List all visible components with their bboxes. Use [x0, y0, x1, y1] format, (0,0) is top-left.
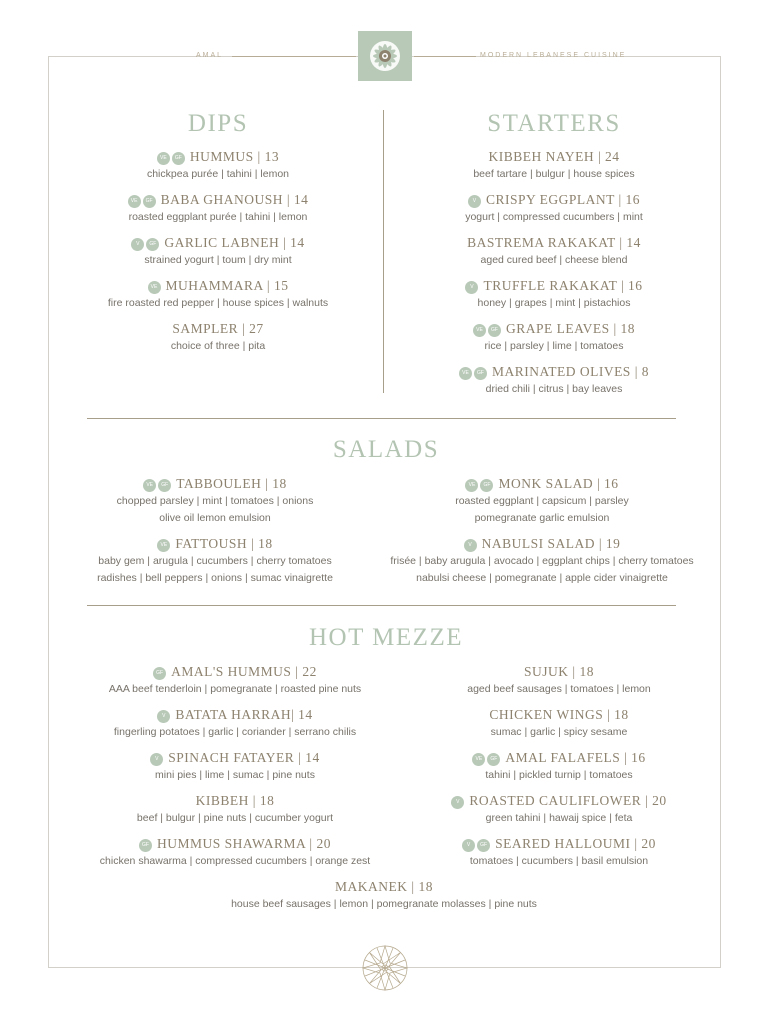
- menu-item: [58, 278, 378, 311]
- item-title: KIBBEH NAYEH | 24: [488, 149, 620, 164]
- item-description: tomatoes | cucumbers | basil emulsion: [469, 855, 649, 867]
- item-description: green tahini | hawaij spice | feta: [485, 812, 633, 824]
- item-title: SUJUK | 18: [524, 664, 594, 679]
- item-name: [75, 750, 395, 766]
- item-description: AAA beef tenderloin | pomegranate | roasted pine nuts: [108, 683, 362, 695]
- item-description: fire roasted red pepper | house spices | walnuts: [107, 297, 329, 309]
- item-description: honey | grapes | mint | pistachios: [477, 297, 631, 309]
- item-name: [75, 793, 395, 809]
- item-title: FATTOUSH | 18: [175, 536, 273, 551]
- item-name: [394, 321, 714, 337]
- dietary-badge-gf: GF: [146, 238, 159, 251]
- menu-item: [55, 536, 375, 586]
- item-description: frisée | baby arugula | avocado | eggplant chips | cherry tomatoes: [390, 555, 694, 567]
- item-title: BATATA HARRAH| 14: [175, 707, 313, 722]
- menu-item: [75, 836, 395, 869]
- item-name: [224, 879, 544, 895]
- item-description: mini pies | lime | sumac | pine nuts: [155, 769, 315, 781]
- dietary-badge-v: V: [464, 539, 477, 552]
- menu-item: [58, 321, 378, 354]
- dietary-badge-ve: VE: [473, 324, 486, 337]
- item-title: SPINACH FATAYER | 14: [168, 750, 320, 765]
- item-description: aged cured beef | cheese blend: [480, 254, 628, 266]
- dietary-badge-ve: VE: [465, 479, 478, 492]
- section-divider-2: [87, 605, 676, 606]
- item-name: [399, 707, 719, 723]
- item-name: [58, 235, 378, 251]
- dietary-badge-v: V: [157, 710, 170, 723]
- item-title: KIBBEH | 18: [195, 793, 275, 808]
- section-title-hot-mezze: HOT MEZZE: [309, 624, 463, 651]
- item-description: roasted eggplant purée | tahini | lemon: [128, 211, 308, 223]
- dietary-badge-ve: VE: [157, 152, 170, 165]
- dietary-badges: [473, 321, 503, 337]
- dietary-badges: [451, 793, 466, 809]
- item-title: MONK SALAD | 16: [498, 476, 619, 491]
- dietary-badge-gf: GF: [139, 839, 152, 852]
- item-name: [55, 536, 375, 552]
- dietary-badges: [472, 750, 502, 766]
- item-description-line2: nabulsi cheese | pomegranate | apple cider vinaigrette: [416, 572, 668, 584]
- item-name: [55, 476, 375, 492]
- item-name: [394, 235, 714, 251]
- dietary-badge-ve: VE: [148, 281, 161, 294]
- menu-item: [394, 321, 714, 354]
- menu-item: [399, 664, 719, 697]
- item-description-line2: radishes | bell peppers | onions | sumac vinaigrette: [97, 572, 333, 584]
- item-name: [394, 364, 714, 380]
- dietary-badges: [157, 536, 172, 552]
- item-title: AMAL'S HUMMUS | 22: [171, 664, 317, 679]
- header-rule-right: [414, 56, 476, 57]
- item-description: choice of three | pita: [170, 340, 266, 352]
- menu-item: [75, 750, 395, 783]
- menu-item: [394, 235, 714, 268]
- item-name: [75, 664, 395, 680]
- item-title: SEARED HALLOUMI | 20: [495, 836, 656, 851]
- item-title: MAKANEK | 18: [335, 879, 433, 894]
- item-title: MUHAMMARA | 15: [165, 278, 289, 293]
- item-title: SAMPLER | 27: [172, 321, 264, 336]
- menu-item: [75, 664, 395, 697]
- dietary-badges: [462, 836, 492, 852]
- item-description: sumac | garlic | spicy sesame: [490, 726, 628, 738]
- item-title: ROASTED CAULIFLOWER | 20: [469, 793, 667, 808]
- item-description: roasted eggplant | capsicum | parsley: [455, 495, 629, 507]
- item-description: chickpea purée | tahini | lemon: [146, 168, 290, 180]
- item-description-line2: pomegranate garlic emulsion: [474, 512, 610, 524]
- dietary-badges: [139, 836, 154, 852]
- menu-item: [75, 793, 395, 826]
- item-description: chopped parsley | mint | tomatoes | onions: [116, 495, 314, 507]
- menu-item: [58, 192, 378, 225]
- item-title: CRISPY EGGPLANT | 16: [485, 192, 641, 207]
- item-title: MARINATED OLIVES | 8: [491, 364, 650, 379]
- item-title: GARLIC LABNEH | 14: [164, 235, 305, 250]
- item-title: HUMMUS SHAWARMA | 20: [156, 836, 332, 851]
- dietary-badge-gf: GF: [143, 195, 156, 208]
- dietary-badges: [157, 707, 172, 723]
- menu-item: [55, 476, 375, 526]
- rosette-icon: [358, 31, 412, 81]
- item-title: CHICKEN WINGS | 18: [489, 707, 629, 722]
- dietary-badge-v: V: [465, 281, 478, 294]
- item-description: yogurt | compressed cucumbers | mint: [465, 211, 643, 223]
- dietary-badge-gf: GF: [488, 324, 501, 337]
- menu-item: [382, 536, 702, 586]
- dietary-badge-gf: GF: [474, 367, 487, 380]
- menu-item: [394, 149, 714, 182]
- dietary-badges: [148, 278, 163, 294]
- item-title: HUMMUS | 13: [189, 149, 280, 164]
- item-description: house beef sausages | lemon | pomegranate molasses | pine nuts: [231, 898, 537, 910]
- dietary-badge-v: V: [150, 753, 163, 766]
- menu-item: [224, 879, 544, 912]
- dietary-badges: [468, 192, 483, 208]
- dietary-badges: [150, 750, 165, 766]
- dietary-badges: [465, 278, 480, 294]
- dietary-badges: [128, 192, 158, 208]
- menu-item: [382, 476, 702, 526]
- dietary-badges: [459, 364, 489, 380]
- section-divider-1: [87, 418, 676, 419]
- item-description: rice | parsley | lime | tomatoes: [484, 340, 624, 352]
- item-title: TABBOULEH | 18: [176, 476, 287, 491]
- item-description: fingerling potatoes | garlic | coriander | serrano chilis: [113, 726, 357, 738]
- menu-item: [399, 707, 719, 740]
- item-name: [58, 149, 378, 165]
- item-description: dried chili | citrus | bay leaves: [485, 383, 623, 395]
- column-divider: [383, 110, 384, 393]
- menu-item: [399, 793, 719, 826]
- item-description: baby gem | arugula | cucumbers | cherry tomatoes: [98, 555, 332, 567]
- section-title-salads: SALADS: [332, 436, 440, 463]
- item-name: [58, 278, 378, 294]
- menu-item: [399, 750, 719, 783]
- brand-tagline: MODERN LEBANESE CUISINE: [480, 52, 627, 59]
- item-name: [75, 707, 395, 723]
- dietary-badge-ve: VE: [459, 367, 472, 380]
- item-description: tahini | pickled turnip | tomatoes: [485, 769, 633, 781]
- dietary-badge-v: V: [451, 796, 464, 809]
- dietary-badge-v: V: [462, 839, 475, 852]
- item-name: [399, 836, 719, 852]
- item-description-line2: olive oil lemon emulsion: [159, 512, 271, 524]
- item-description: strained yogurt | toum | dry mint: [144, 254, 292, 266]
- dietary-badge-gf: GF: [477, 839, 490, 852]
- dietary-badge-ve: VE: [157, 539, 170, 552]
- brand-name: AMAL: [196, 52, 224, 59]
- item-name: [394, 278, 714, 294]
- item-title: BABA GHANOUSH | 14: [160, 192, 309, 207]
- dietary-badge-gf: GF: [153, 667, 166, 680]
- item-name: [394, 149, 714, 165]
- section-title-dips: DIPS: [187, 110, 249, 137]
- item-name: [58, 321, 378, 337]
- dietary-badge-v: V: [131, 238, 144, 251]
- item-title: GRAPE LEAVES | 18: [505, 321, 636, 336]
- dietary-badge-ve: VE: [128, 195, 141, 208]
- item-description: chicken shawarma | compressed cucumbers | orange zest: [99, 855, 371, 867]
- item-title: AMAL FALAFELS | 16: [505, 750, 646, 765]
- section-title-starters: STARTERS: [487, 110, 621, 137]
- item-name: [382, 476, 702, 492]
- item-description: beef | bulgur | pine nuts | cucumber yogurt: [136, 812, 334, 824]
- dietary-badges: [464, 536, 479, 552]
- item-description: aged beef sausages | tomatoes | lemon: [467, 683, 651, 695]
- item-name: [399, 750, 719, 766]
- item-name: [75, 836, 395, 852]
- dietary-badge-gf: GF: [172, 152, 185, 165]
- dietary-badge-gf: GF: [158, 479, 171, 492]
- menu-item: [75, 707, 395, 740]
- menu-item: [58, 235, 378, 268]
- dietary-badge-ve: VE: [143, 479, 156, 492]
- compass-star-icon: [359, 943, 411, 998]
- dietary-badge-ve: VE: [472, 753, 485, 766]
- item-name: [399, 664, 719, 680]
- menu-item: [399, 836, 719, 869]
- item-title: NABULSI SALAD | 19: [481, 536, 621, 551]
- item-name: [399, 793, 719, 809]
- item-name: [394, 192, 714, 208]
- header-rule-left: [232, 56, 356, 57]
- menu-item: [394, 278, 714, 311]
- dietary-badges: [465, 476, 495, 492]
- item-title: BASTREMA RAKAKAT | 14: [467, 235, 641, 250]
- dietary-badges: [153, 664, 168, 680]
- item-name: [58, 192, 378, 208]
- dietary-badge-gf: GF: [480, 479, 493, 492]
- menu-item: [394, 192, 714, 225]
- item-description: beef tartare | bulgur | house spices: [473, 168, 635, 180]
- dietary-badge-v: V: [468, 195, 481, 208]
- dietary-badge-gf: GF: [487, 753, 500, 766]
- dietary-badges: [143, 476, 173, 492]
- item-name: [382, 536, 702, 552]
- item-title: TRUFFLE RAKAKAT | 16: [483, 278, 643, 293]
- menu-item: [58, 149, 378, 182]
- dietary-badges: [131, 235, 161, 251]
- dietary-badges: [157, 149, 187, 165]
- menu-item: [394, 364, 714, 397]
